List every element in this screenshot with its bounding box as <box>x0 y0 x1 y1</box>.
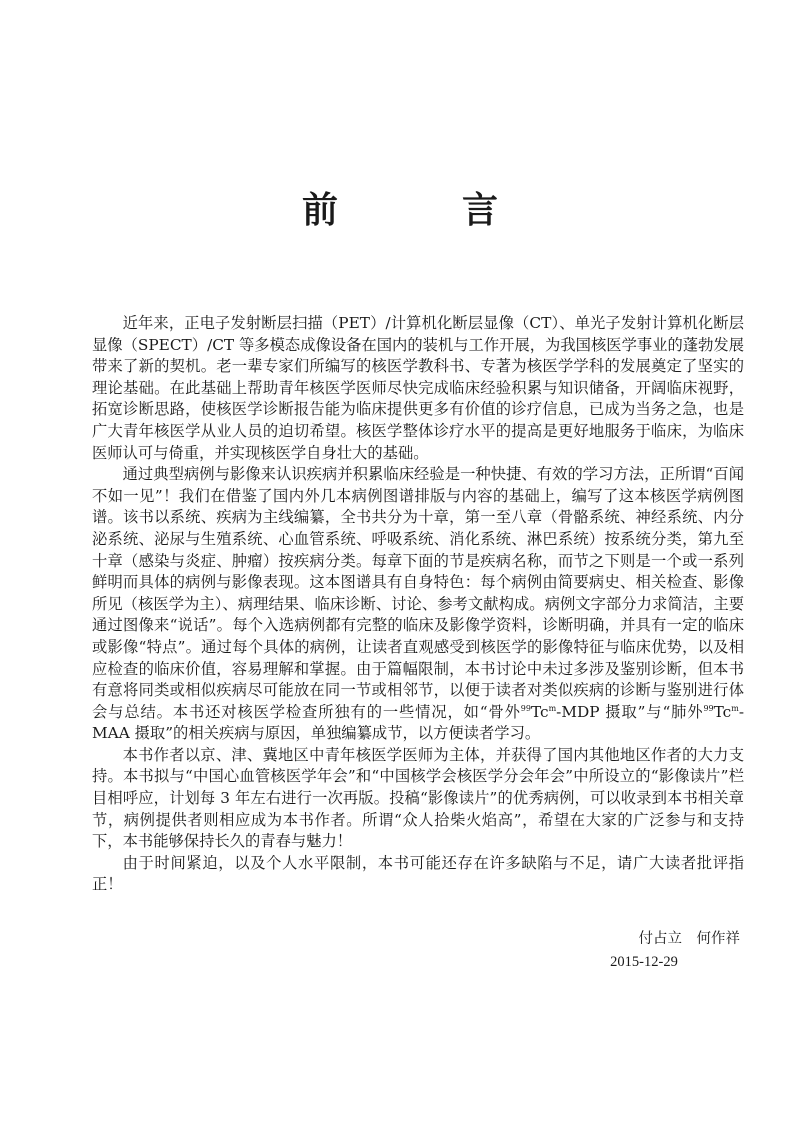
paragraph-2-text: -MAA 摄取”的相关疾病与原因，单独编纂成节，以方便读者学习。 <box>92 702 744 743</box>
superscript: 99 <box>520 703 531 713</box>
page-title: 前 言 <box>301 190 542 231</box>
paragraph-4: 由于时间紧迫，以及个人水平限制，本书可能还存在许多缺陷与不足，请广大读者批评指正！ <box>92 853 744 894</box>
paragraph-2-text: 通过典型病例与影像来认识疾病并积累临床经验是一种快捷、有效的学习方法，正所谓“百闻不如一见”！我们在借鉴了国内外几本病例图谱排版与内容的基础上，编写了这本核医学病例图谱。该书以系统、疾病为主线编纂，全书共分为十章，第一至八章（骨骼系统、神经系统、内分泌系统、泌尿与生殖系统、心血管系统、呼吸系统、消化系统、淋巴系统）按系统分类，第九至十章（感染与炎症、肿瘤）按疾病分类。每章下面的节是疾病名称，而节之下则是一个或一系列鲜明而具体的病例与影像表现。这本图谱具有自身特色：每个病例由简要病史、相关检查、影像所见（核医学为主）、病理结果、临床诊断、讨论、参考文献构成。病例文字部分力求简洁，主要通过图像来“说话”。每个入选病例都有完整的临床及影像学资料，诊断明确，并具有一定的临床或影像“特点”。通过每个具体的病例，让读者直观感受到核医学的影像特征与临床优势，以及相应检查的临床价值，容易理解和掌握。由于篇幅限制，本书讨论中未过多涉及鉴别诊断，但本书有意将同类或相似疾病尽可能放在同一节或相邻节，以便于读者对类似疾病的诊断与鉴别进行体会与总结。本书还对核医学检查所独有的一些情况，如“骨外 <box>92 465 744 721</box>
superscript: m <box>731 703 739 713</box>
paragraph-3: 本书作者以京、津、冀地区中青年核医学医师为主体，并获得了国内其他地区作者的大力支持。本书拟与“中国心血管核医学年会”和“中国核学会核医学分会年会”中所设立的“影像读片”栏目相呼应，计划每 3 年左右进行一次再版。投稿“影像读片”的优秀病例，可以收录到本书相关章节，病例提供者则相应成为本书作者。所谓“众人拾柴火焰高”，希望在大家的广泛参与和支持下，本书能够保持长久的青春与魅力！ <box>92 745 744 851</box>
paragraph-1: 近年来，正电子发射断层扫描（PET）/计算机化断层显像（CT）、单光子发射计算机化断层显像（SPECT）/CT 等多模态成像设备在国内的装机与工作开展，为我国核医学事业的蓬勃发展带来了新的契机。老一辈专家们所编写的核医学教科书、专著为核医学学科的发展奠定了坚实的理论基础。在此基础上帮助青年核医学医师尽快完成临床经验积累与知识储备，开阔临床视野，拓宽诊断思路，使核医学诊断报告能为临床提供更多有价值的诊疗信息，已成为当务之急，也是广大青年核医学从业人员的迫切希望。核医学整体诊疗水平的提高是更好地服务于临床，为临床医师认可与倚重，并实现核医学自身壮大的基础。 <box>92 314 744 462</box>
superscript: m <box>548 703 557 713</box>
signature-date: 2015-12-29 <box>610 954 678 970</box>
author-names: 付占立 何作祥 <box>638 931 740 947</box>
superscript: 99 <box>703 703 714 713</box>
paragraph-2-text: -MDP 摄取”与“肺外 <box>556 702 704 721</box>
paragraph-2-text: Tc <box>530 702 549 721</box>
paragraph-2-text: Tc <box>713 702 732 721</box>
paragraph-2 <box>92 464 744 745</box>
preface-body <box>92 313 744 896</box>
